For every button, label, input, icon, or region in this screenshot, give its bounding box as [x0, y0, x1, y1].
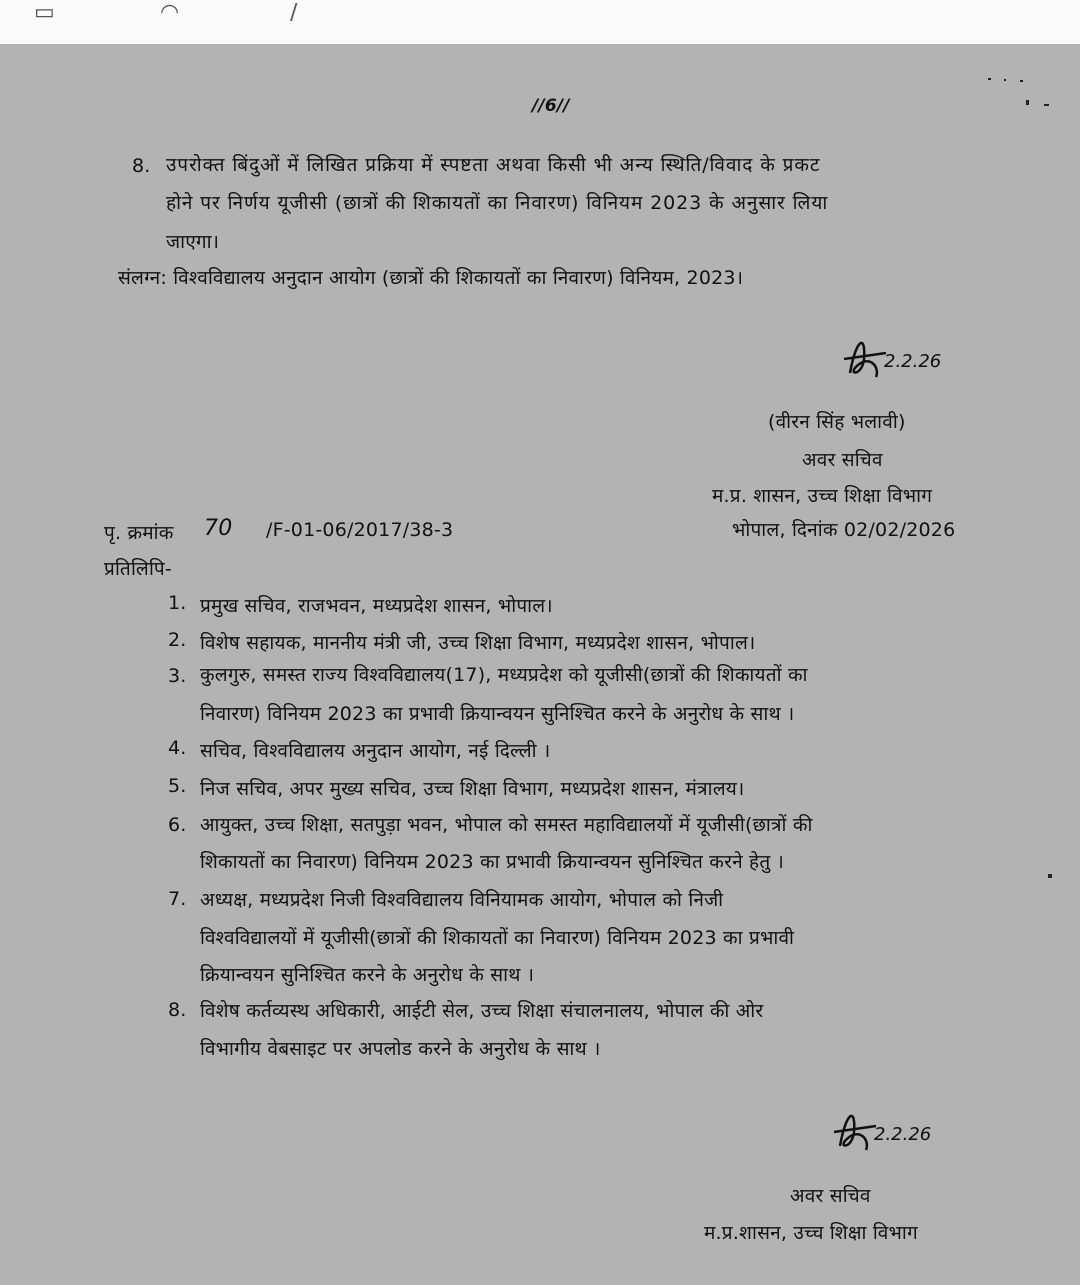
copy-recipient-cont: विभागीय वेबसाइट पर अपलोड करने के अनुरोध के साथ । — [200, 1038, 601, 1060]
enclosure-note: संलग्न: विश्वविद्यालय अनुदान आयोग (छात्रों की शिकायतों का निवारण) विनियम, 2023। — [118, 267, 744, 289]
scanned-document-page — [0, 44, 1080, 1285]
copy-recipient: कुलगुरु, समस्त राज्य विश्वविद्यालय(17), मध्यप्रदेश को यूजीसी(छात्रों की शिकायतों का — [200, 664, 808, 686]
clause-line: होने पर निर्णय यूजीसी (छात्रों की शिकायतों का निवारण) विनियम 2023 के अनुसार लिया — [166, 192, 829, 214]
copy-recipient-cont: निवारण) विनियम 2023 का प्रभावी क्रियान्वयन सुनिश्चित करने के अनुरोध के साथ । — [200, 703, 795, 725]
svg-text:2.2.26: 2.2.26 — [884, 351, 942, 372]
copy-number: 6. — [168, 814, 187, 836]
reference-number: 70 — [204, 516, 233, 541]
svg-text:2.2.26: 2.2.26 — [874, 1124, 932, 1145]
file-number: /F-01-06/2017/38-3 — [266, 519, 454, 541]
signatory-designation: अवर सचिव — [790, 1185, 871, 1207]
copy-recipient: निज सचिव, अपर मुख्य सचिव, उच्च शिक्षा विभाग, मध्यप्रदेश शासन, मंत्रालय। — [200, 778, 745, 800]
page-icon[interactable]: ▭ — [34, 0, 55, 25]
copy-number: 3. — [168, 665, 187, 687]
clause-line: उपरोक्त बिंदुओं में लिखित प्रक्रिया में स्पष्टता अथवा किसी भी अन्य स्थिति/विवाद के प्रकट — [166, 154, 821, 176]
search-icon[interactable]: ◠ — [160, 0, 180, 25]
clause-number: 8. — [132, 155, 151, 177]
copy-number: 8. — [168, 999, 187, 1021]
place-date: भोपाल, दिनांक 02/02/2026 — [732, 519, 956, 541]
clause-line: जाएगा। — [166, 231, 220, 253]
copy-to-label: प्रतिलिपि- — [104, 558, 172, 580]
reference-label: पृ. क्रमांक — [104, 522, 174, 544]
page-marker: //6// — [532, 96, 570, 116]
signatory-department: म.प्र.शासन, उच्च शिक्षा विभाग — [704, 1222, 918, 1244]
copy-recipient: अध्यक्ष, मध्यप्रदेश निजी विश्वविद्यालय विनियामक आयोग, भोपाल को निजी — [200, 889, 724, 911]
copy-number: 7. — [168, 888, 187, 910]
copy-recipient-cont: विश्वविद्यालयों में यूजीसी(छात्रों की शिकायतों का निवारण) विनियम 2023 का प्रभावी — [200, 927, 795, 949]
copy-recipient: प्रमुख सचिव, राजभवन, मध्यप्रदेश शासन, भोपाल। — [200, 595, 553, 617]
copy-recipient: विशेष सहायक, माननीय मंत्री जी, उच्च शिक्षा विभाग, मध्यप्रदेश शासन, भोपाल। — [200, 632, 756, 654]
viewer-toolbar — [0, 0, 1080, 44]
signature-mark — [836, 329, 956, 389]
copy-recipient-cont: शिकायतों का निवारण) विनियम 2023 का प्रभावी क्रियान्वयन सुनिश्चित करने हेतु । — [200, 851, 785, 873]
copy-recipient: आयुक्त, उच्च शिक्षा, सतपुड़ा भवन, भोपाल को समस्त महाविद्यालयों में यूजीसी(छात्रों की — [200, 814, 813, 836]
signature-mark — [826, 1100, 946, 1160]
signatory-department: म.प्र. शासन, उच्च शिक्षा विभाग — [712, 485, 933, 507]
copy-number: 5. — [168, 775, 187, 797]
copy-number: 2. — [168, 629, 187, 651]
copy-number: 4. — [168, 737, 187, 759]
copy-number: 1. — [168, 592, 187, 614]
edit-icon[interactable]: ∕ — [290, 0, 298, 25]
copy-recipient: विशेष कर्तव्यस्थ अधिकारी, आईटी सेल, उच्च शिक्षा संचालनालय, भोपाल की ओर — [200, 1000, 764, 1022]
signatory-name: (वीरन सिंह भलावी) — [768, 411, 906, 433]
copy-recipient: सचिव, विश्वविद्यालय अनुदान आयोग, नई दिल्ली । — [200, 740, 551, 762]
signatory-designation: अवर सचिव — [802, 449, 883, 471]
copy-recipient-cont: क्रियान्वयन सुनिश्चित करने के अनुरोध के साथ । — [200, 964, 535, 986]
